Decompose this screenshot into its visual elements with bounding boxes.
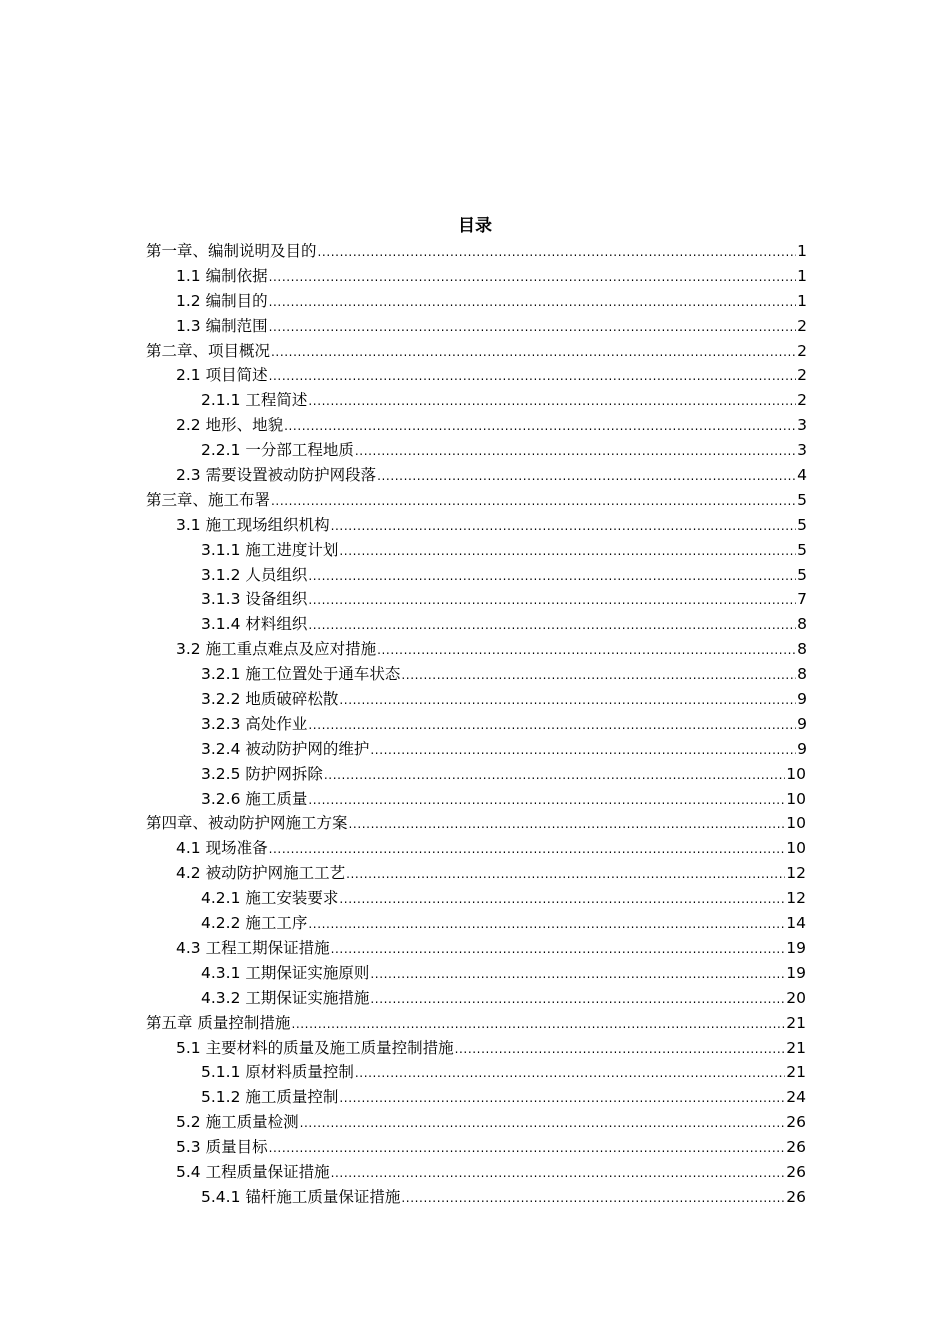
toc-title: 目录	[458, 216, 492, 236]
toc-dot-leader	[331, 514, 797, 539]
toc-entry-label: 3.1.2 人员组织	[201, 565, 308, 584]
toc-page-number: 19	[786, 963, 806, 982]
toc-page-number: 20	[786, 988, 806, 1007]
toc-entry[interactable]	[0, 687, 807, 712]
toc-entry[interactable]	[0, 239, 807, 264]
toc-entry[interactable]	[0, 961, 806, 986]
toc-page-number: 2	[797, 366, 807, 385]
toc-page-number: 5	[797, 515, 807, 534]
toc-dot-leader	[269, 364, 797, 389]
toc-page-number: 10	[786, 789, 806, 808]
toc-dot-leader	[318, 240, 797, 265]
toc-entry[interactable]	[0, 1160, 806, 1185]
toc-page-number: 9	[797, 690, 807, 709]
toc-entry[interactable]	[0, 986, 806, 1011]
toc-entry[interactable]	[0, 1060, 806, 1085]
toc-entry[interactable]	[0, 811, 806, 836]
toc-entry[interactable]	[0, 911, 806, 936]
toc-page-number: 21	[786, 1038, 806, 1057]
toc-entry-label: 3.2 施工重点难点及应对措施	[176, 640, 377, 659]
toc-page-number: 21	[786, 1063, 806, 1082]
toc-page-number: 10	[786, 839, 806, 858]
toc-dot-leader	[377, 638, 796, 663]
toc-entry-label: 4.3.1 工期保证实施原则	[201, 963, 370, 982]
toc-dot-leader	[308, 912, 785, 937]
toc-page-number: 12	[786, 889, 806, 908]
toc-entry-label: 5.4.1 锚杆施工质量保证措施	[201, 1187, 401, 1206]
toc-page-number: 1	[797, 266, 807, 285]
toc-page-number: 9	[797, 714, 807, 733]
toc-entry-label: 4.2.1 施工安装要求	[201, 889, 339, 908]
toc-entry-label: 5.2 施工质量检测	[176, 1113, 299, 1132]
toc-entry-label: 3.1.4 材料组织	[201, 615, 308, 634]
toc-page-number: 8	[797, 615, 807, 634]
toc-entry-label: 4.2.2 施工工序	[201, 914, 308, 933]
toc-page-number: 26	[786, 1162, 806, 1181]
toc-entry[interactable]	[0, 886, 806, 911]
toc-dot-leader	[339, 1086, 785, 1111]
toc-entry-label: 3.1 施工现场组织机构	[176, 515, 330, 534]
toc-entry-label: 3.2.3 高处作业	[201, 714, 308, 733]
toc-entry[interactable]	[0, 563, 807, 588]
toc-page-number: 5	[797, 565, 807, 584]
toc-dot-leader	[355, 439, 796, 464]
toc-page-number: 8	[797, 665, 807, 684]
toc-entry-label: 第四章、被动防护网施工方案	[146, 814, 348, 833]
toc-entry-label: 3.2.1 施工位置处于通车状态	[201, 665, 401, 684]
toc-entry-label: 2.3 需要设置被动防护网段落	[176, 466, 377, 485]
toc-dot-leader	[308, 788, 785, 813]
toc-dot-leader	[324, 763, 785, 788]
toc-entry[interactable]	[0, 712, 807, 737]
toc-page-number: 14	[786, 914, 806, 933]
toc-page-number: 26	[786, 1138, 806, 1157]
toc-page-number: 19	[786, 938, 806, 957]
toc-entry-label: 1.1 编制依据	[176, 266, 268, 285]
toc-page-number: 5	[797, 490, 807, 509]
toc-entry[interactable]	[0, 1110, 806, 1135]
toc-entry[interactable]	[0, 289, 807, 314]
toc-entry[interactable]	[0, 637, 807, 662]
toc-page-number: 8	[797, 640, 807, 659]
toc-page-number: 26	[786, 1113, 806, 1132]
toc-dot-leader	[370, 962, 785, 987]
toc-dot-leader	[308, 588, 796, 613]
toc-entry[interactable]	[0, 787, 806, 812]
toc-page-number: 7	[797, 590, 807, 609]
toc-entry-label: 第二章、项目概况	[146, 341, 271, 360]
toc-entry[interactable]	[0, 413, 807, 438]
toc-page-number: 1	[797, 242, 807, 260]
toc-entry-label: 4.2 被动防护网施工工艺	[176, 864, 346, 883]
toc-entry[interactable]	[0, 936, 806, 961]
toc-entry-label: 1.3 编制范围	[176, 316, 268, 335]
toc-dot-leader	[401, 663, 796, 688]
toc-entry-label: 4.1 现场准备	[176, 839, 268, 858]
toc-page-number: 1	[797, 291, 807, 310]
toc-dot-leader	[308, 564, 796, 589]
toc-dot-leader	[300, 1111, 786, 1136]
toc-page-number: 12	[786, 864, 806, 883]
toc-entry[interactable]	[0, 488, 807, 513]
toc-dot-leader	[271, 489, 796, 514]
toc-page-number: 4	[797, 466, 807, 485]
toc-entry[interactable]	[0, 861, 806, 886]
toc-dot-leader	[377, 464, 796, 489]
toc-entry[interactable]	[0, 1036, 806, 1061]
toc-dot-leader	[271, 340, 796, 365]
toc-entry[interactable]	[0, 612, 807, 637]
toc-dot-leader	[339, 887, 785, 912]
toc-dot-leader	[269, 265, 797, 290]
toc-dot-leader	[346, 862, 785, 887]
toc-entry[interactable]	[0, 1185, 806, 1210]
toc-entry-label: 2.1.1 工程简述	[201, 391, 308, 410]
toc-page-number: 3	[797, 416, 807, 435]
toc-entry[interactable]	[0, 836, 806, 861]
toc-entry-label: 3.2.4 被动防护网的维护	[201, 739, 370, 758]
toc-entry[interactable]	[0, 762, 806, 787]
toc-dot-leader	[401, 1186, 785, 1211]
toc-dot-leader	[308, 613, 796, 638]
toc-entry[interactable]	[0, 1135, 806, 1160]
toc-entry[interactable]	[0, 314, 807, 339]
toc-page-number: 2	[797, 391, 807, 410]
toc-dot-leader	[370, 738, 796, 763]
toc-entry-label: 3.2.6 施工质量	[201, 789, 308, 808]
toc-entry-label: 第五章 质量控制措施	[146, 1013, 291, 1032]
toc-page-number: 10	[786, 764, 806, 783]
toc-dot-leader	[269, 290, 797, 315]
toc-page-number: 2	[797, 341, 807, 360]
toc-page-number: 2	[797, 316, 807, 335]
toc-dot-leader	[269, 1136, 786, 1161]
toc-entry[interactable]	[0, 662, 807, 687]
toc-page-number: 3	[797, 441, 807, 460]
toc-entry-label: 5.4 工程质量保证措施	[176, 1162, 330, 1181]
toc-entry[interactable]	[0, 438, 807, 463]
toc-dot-leader	[308, 713, 796, 738]
toc-list	[0, 239, 950, 1210]
toc-dot-leader	[331, 937, 786, 962]
toc-entry[interactable]	[0, 1011, 806, 1036]
toc-page-number: 5	[797, 540, 807, 559]
toc-entry[interactable]	[0, 339, 807, 364]
toc-entry[interactable]	[0, 538, 807, 563]
toc-entry[interactable]	[0, 587, 807, 612]
toc-entry-label: 5.1 主要材料的质量及施工质量控制措施	[176, 1038, 454, 1057]
toc-entry-label: 4.3 工程工期保证措施	[176, 938, 330, 957]
toc-dot-leader	[308, 389, 796, 414]
toc-dot-leader	[291, 1012, 785, 1037]
toc-entry-label: 5.1.2 施工质量控制	[201, 1088, 339, 1107]
toc-entry[interactable]	[0, 463, 807, 488]
toc-entry[interactable]	[0, 737, 807, 762]
toc-page-number: 21	[786, 1013, 806, 1032]
toc-entry-label: 1.2 编制目的	[176, 291, 268, 310]
toc-entry-label: 5.1.1 原材料质量控制	[201, 1063, 354, 1082]
toc-dot-leader	[455, 1037, 786, 1062]
toc-entry-label: 第三章、施工布署	[146, 490, 271, 509]
toc-entry-label: 4.3.2 工期保证实施措施	[201, 988, 370, 1007]
toc-entry-label: 3.2.2 地质破碎松散	[201, 690, 339, 709]
toc-entry-label: 2.2 地形、地貌	[176, 416, 284, 435]
toc-dot-leader	[269, 837, 786, 862]
toc-entry[interactable]	[0, 363, 807, 388]
toc-entry-label: 5.3 质量目标	[176, 1138, 268, 1157]
toc-page-number: 10	[786, 814, 806, 833]
toc-entry[interactable]	[0, 264, 807, 289]
toc-entry-label: 2.2.1 一分部工程地质	[201, 441, 354, 460]
toc-entry[interactable]	[0, 388, 807, 413]
toc-dot-leader	[370, 987, 785, 1012]
toc-entry[interactable]	[0, 513, 807, 538]
toc-dot-leader	[339, 688, 796, 713]
toc-dot-leader	[331, 1161, 786, 1186]
toc-dot-leader	[284, 414, 796, 439]
toc-entry-label: 3.1.1 施工进度计划	[201, 540, 339, 559]
toc-dot-leader	[349, 812, 786, 837]
toc-entry-label: 3.2.5 防护网拆除	[201, 764, 323, 783]
toc-entry-label: 3.1.3 设备组织	[201, 590, 308, 609]
toc-entry[interactable]	[0, 1085, 806, 1110]
toc-entry-label: 2.1 项目简述	[176, 366, 268, 385]
toc-page-number: 26	[786, 1187, 806, 1206]
toc-dot-leader	[269, 315, 797, 340]
toc-dot-leader	[339, 539, 796, 564]
toc-dot-leader	[355, 1061, 785, 1086]
toc-page-number: 24	[786, 1088, 806, 1107]
toc-entry-label: 第一章、编制说明及目的	[146, 242, 317, 260]
toc-page-number: 9	[797, 739, 807, 758]
